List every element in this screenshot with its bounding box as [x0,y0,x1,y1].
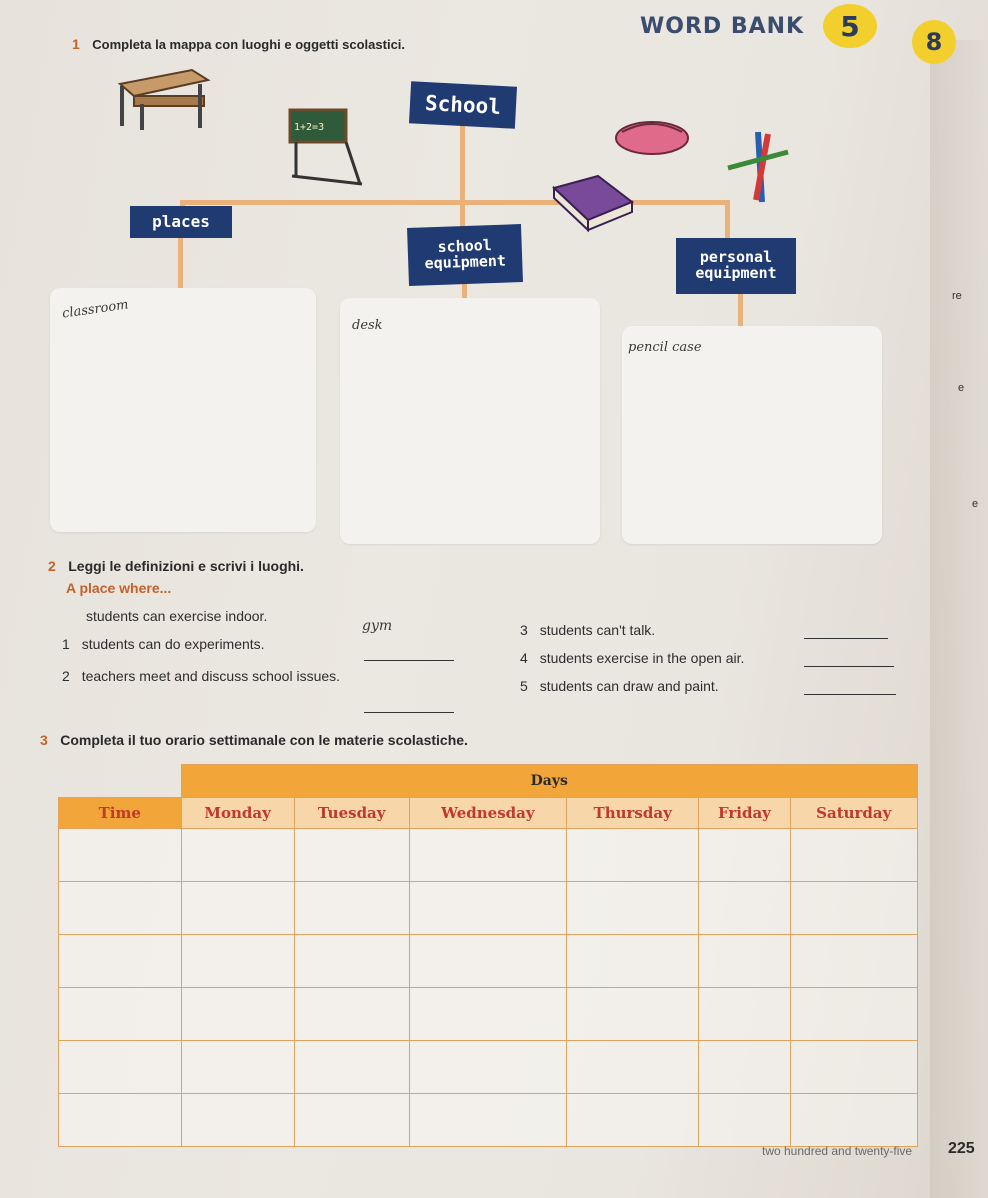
timetable-subject-cell[interactable] [790,1094,918,1147]
timetable-subject-cell[interactable] [566,882,698,935]
timetable-days-header: Days [181,765,918,798]
ex2-item-1 [62,636,265,652]
ex2-item-4-text: students exercise in the open air. [539,650,745,666]
timetable-day-wednesday: Wednesday [409,798,566,829]
timetable-subject-cell[interactable] [294,988,409,1041]
margin-letter-3: e [972,498,979,510]
page-number: 225 [948,1140,975,1157]
ex2-item-4 [520,650,744,666]
word-bank-title: WORD BANK [640,14,805,39]
timetable-row [59,988,918,1041]
exercise-3-number: 3 [40,732,48,748]
section-badge: 8 [912,20,956,64]
timetable-subject-cell[interactable] [181,882,294,935]
timetable-row [59,935,918,988]
ex2-item-4-answer-line[interactable] [804,666,894,667]
ex2-item-example-text: students can exercise indoor. [86,608,268,624]
timetable-subject-cell[interactable] [181,829,294,882]
ex2-item-2-answer-line[interactable] [364,712,454,713]
timetable-time-cell[interactable] [59,1041,182,1094]
ex2-item-5-text: students can draw and paint. [539,678,719,694]
ex2-item-example-answer: gym [362,618,393,634]
timetable-day-friday: Friday [699,798,790,829]
timetable-subject-cell[interactable] [790,829,918,882]
pencils-illustration [722,128,794,208]
map-branch-personal-equipment: personal equipment [676,238,796,294]
timetable-days-row [59,765,918,798]
timetable-subject-cell[interactable] [294,935,409,988]
timetable-subject-cell[interactable] [790,988,918,1041]
map-root-school: School [409,81,517,128]
blackboard-illustration [284,106,368,190]
ex2-item-5-num: 5 [520,678,528,694]
example-pencil-case: pencil case [628,340,702,355]
example-desk: desk [352,318,383,333]
ex2-item-2 [62,668,362,684]
timetable-subject-cell[interactable] [294,882,409,935]
timetable-time-cell[interactable] [59,882,182,935]
exercise-3-instruction: Completa il tuo orario settimanale con le materie scolastiche. [60,732,468,748]
exercise-2-lead: A place where... [66,580,172,596]
timetable-subject-cell[interactable] [181,1094,294,1147]
timetable-subject-cell[interactable] [181,988,294,1041]
ex2-item-2-text: teachers meet and discuss school issues. [81,668,341,684]
ex2-item-3-num: 3 [520,622,528,638]
ex2-item-5 [520,678,719,694]
ex2-item-3-text: students can't talk. [539,622,656,638]
exercise-1-heading [72,36,405,54]
ex2-item-1-text: students can do experiments. [81,636,265,652]
timetable-time-cell[interactable] [59,829,182,882]
timetable-subject-cell[interactable] [181,1041,294,1094]
places-answer-card[interactable] [50,288,316,532]
timetable-subject-cell[interactable] [699,882,790,935]
timetable-subject-cell[interactable] [409,882,566,935]
timetable-subject-cell[interactable] [294,1041,409,1094]
page-number-words: two hundred and twenty-five [762,1144,913,1158]
ex2-item-3-answer-line[interactable] [804,638,888,639]
unit-number-badge: 5 [823,4,877,48]
ex2-item-2-num: 2 [62,668,70,684]
exercise-2-heading [48,558,304,576]
svg-text:1+2=3: 1+2=3 [294,122,325,133]
timetable-time-header: Time [59,798,182,829]
map-branch-places: places [130,206,232,238]
timetable-subject-cell[interactable] [566,935,698,988]
timetable-header-row [59,798,918,829]
timetable-day-thursday: Thursday [566,798,698,829]
timetable-subject-cell[interactable] [409,1041,566,1094]
timetable-subject-cell[interactable] [409,935,566,988]
timetable-subject-cell[interactable] [699,829,790,882]
timetable-subject-cell[interactable] [566,1094,698,1147]
example-classroom: classroom [61,297,130,322]
timetable-day-tuesday: Tuesday [294,798,409,829]
ex2-item-3 [520,622,655,638]
timetable-subject-cell[interactable] [409,988,566,1041]
timetable-subject-cell[interactable] [790,935,918,988]
timetable-subject-cell[interactable] [181,935,294,988]
timetable-row [59,1041,918,1094]
ex2-item-5-answer-line[interactable] [804,694,896,695]
timetable-time-cell[interactable] [59,988,182,1041]
timetable-subject-cell[interactable] [566,988,698,1041]
ex2-item-1-num: 1 [62,636,70,652]
exercise-1-number: 1 [72,36,80,52]
timetable-subject-cell[interactable] [566,1041,698,1094]
timetable-subject-cell[interactable] [566,829,698,882]
pencil-case-illustration [612,112,692,162]
timetable-subject-cell[interactable] [409,829,566,882]
book-illustration [548,172,638,236]
ex2-item-example [86,608,267,624]
timetable-subject-cell[interactable] [409,1094,566,1147]
map-line-places-down [178,236,183,296]
timetable-time-cell[interactable] [59,1094,182,1147]
timetable-day-monday: Monday [181,798,294,829]
exercise-3-heading [40,732,468,750]
ex2-item-1-answer-line[interactable] [364,660,454,661]
timetable-subject-cell[interactable] [790,882,918,935]
timetable-body [59,829,918,1147]
margin-letter-2: e [958,382,965,394]
timetable-subject-cell[interactable] [699,1094,790,1147]
desk-illustration [112,64,212,134]
exercise-2-number: 2 [48,558,56,574]
timetable-subject-cell[interactable] [294,829,409,882]
margin-letter-1: re [952,290,962,302]
timetable-row [59,882,918,935]
map-line-horizontal [180,200,730,205]
timetable-subject-cell[interactable] [294,1094,409,1147]
map-branch-school-equipment: school equipment [407,224,523,286]
page-edge-shadow [930,40,988,1198]
timetable-corner [59,765,182,798]
timetable-row [59,829,918,882]
timetable [58,764,918,1147]
exercise-2-instruction: Leggi le definizioni e scrivi i luoghi. [68,558,304,574]
map-line-trunk [460,124,465,229]
exercise-1-instruction: Completa la mappa con luoghi e oggetti scolastici. [92,37,406,52]
personal-equipment-answer-card[interactable] [622,326,882,544]
timetable-subject-cell[interactable] [699,1041,790,1094]
timetable-subject-cell[interactable] [699,935,790,988]
ex2-item-4-num: 4 [520,650,528,666]
school-equipment-answer-card[interactable] [340,298,600,544]
timetable-time-cell[interactable] [59,935,182,988]
timetable-day-saturday: Saturday [790,798,918,829]
timetable-subject-cell[interactable] [790,1041,918,1094]
timetable-row [59,1094,918,1147]
timetable-subject-cell[interactable] [699,988,790,1041]
